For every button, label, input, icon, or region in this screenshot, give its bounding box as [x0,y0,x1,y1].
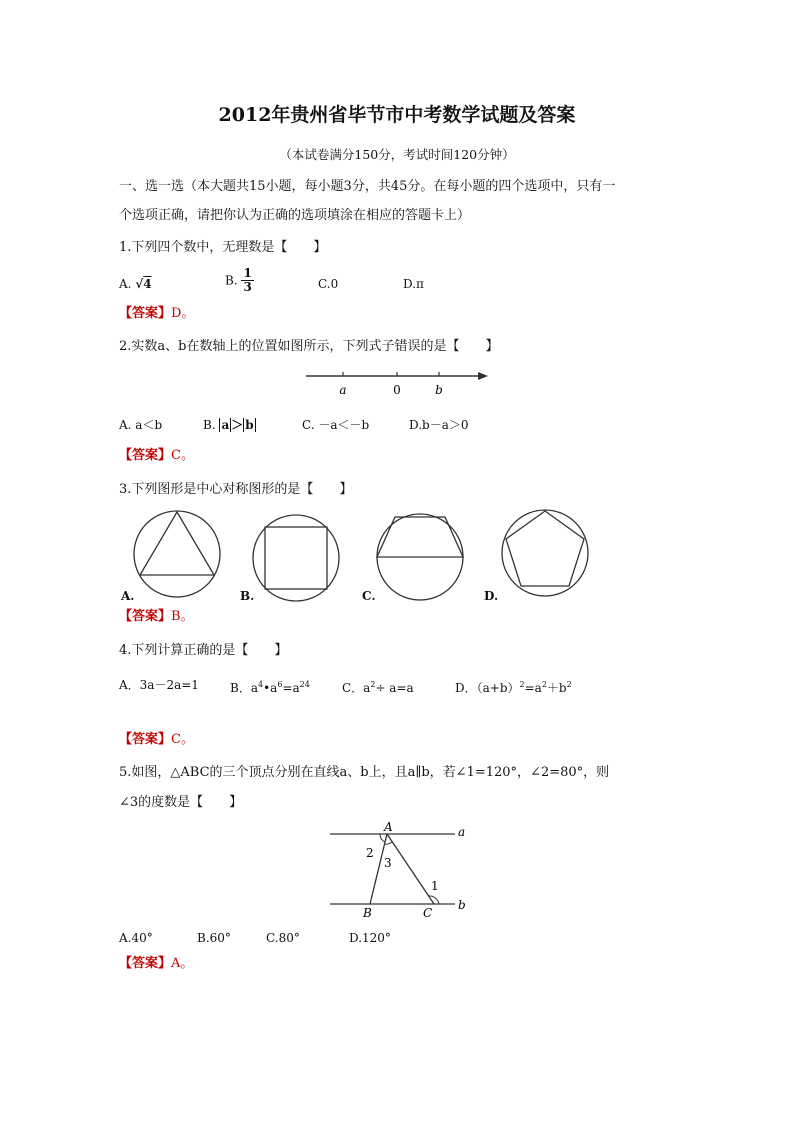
axis-label-b: b [435,383,443,397]
segment-ac [387,834,434,904]
q4-d-exp2: 2 [541,680,547,689]
q3-figures [125,505,595,605]
q4-b-exp1: 4 [257,680,264,689]
q3-option-a: A. [121,589,135,603]
q5-answer [119,955,193,973]
q4-b-text: B．a [230,681,258,695]
angle-label-2: 2 [366,846,374,860]
fraction-numerator: 1 [243,266,252,280]
q4-d-exp3: 2 [566,680,572,689]
q1-option-a-label: A. [119,277,132,291]
answer-tag: 【答案】 [119,448,172,463]
answer-tag: 【答案】 [119,732,172,747]
q1-option-c: C.0 [318,277,339,291]
answer-tag: 【答案】 [119,609,172,624]
q4-b-exp3: 24 [299,680,310,689]
circle-b [253,515,339,601]
q5-stem-line1: 5.如图，△ABC的三个顶点分别在直线a、b上，且a∥b，若∠1=120°，∠2=80°，则 [119,765,610,780]
answer-value: B。 [171,609,194,624]
q1-option-b [225,267,254,294]
q3-answer [119,608,194,626]
q4-stem: 4.下列计算正确的是【 】 [119,643,288,658]
abs-b: b [245,418,254,432]
q4-d-mid: =a [524,681,542,695]
q2-stem: 2.实数a、b在数轴上的位置如图所示，下列式子错误的是【 】 [119,339,499,354]
q1-option-a-radicand: 4 [143,277,152,291]
axis-label-a: a [339,383,347,397]
q1-option-a [119,275,152,293]
fraction-denominator: 3 [243,280,252,294]
q1-stem: 1.下列四个数中，无理数是【 】 [119,240,327,255]
line-label-a: a [458,825,466,839]
page-subtitle: （本试卷满分150分，考试时间120分钟） [279,147,515,162]
q4-d-mid2: ＋b [546,681,567,695]
q2-option-d: D.b－a＞0 [409,418,469,432]
q4-b-exp2: 6 [277,680,283,689]
q3-option-b: B. [240,589,255,603]
inscribed-triangle [140,512,214,575]
q5-option-a: A.40° [119,931,153,945]
q1-option-d: D.π [403,277,424,291]
q5-option-b: B.60° [197,931,231,945]
q2-option-c: C. －a＜－b [302,418,370,432]
angle-label-1: 1 [431,879,439,893]
q5-stem-line2: ∠3的度数是【 】 [119,795,243,810]
angle-label-3: 3 [384,856,392,870]
angle-2-arc [380,834,385,842]
circle-a [134,511,220,597]
vertex-label-a: A [384,820,393,834]
q4-d-exp1: 2 [519,680,525,689]
inscribed-pentagon [506,511,584,586]
answer-value: C。 [171,732,194,747]
sqrt-sign: √4 [135,277,152,291]
q4-c-exp1: 2 [370,680,376,689]
answer-value: D。 [171,306,195,321]
inscribed-square [265,527,327,589]
vertex-label-b: B [363,906,372,920]
q2-option-b [203,416,256,434]
q5-option-d: D.120° [349,931,391,945]
page-title: 2012年贵州省毕节市中考数学试题及答案 [218,104,576,126]
answer-value: C。 [171,448,194,463]
q4-b-mid2: =a [282,681,300,695]
arrow-head-icon [478,372,488,380]
q3-option-c: C. [362,589,376,603]
abs-a: a [221,418,230,432]
number-line-figure [300,366,492,398]
fraction [241,267,253,294]
inscribed-trapezoid [377,517,463,557]
q4-option-b [230,676,310,697]
q2-option-a: A. a＜b [119,418,163,432]
q4-answer [119,731,194,749]
q3-stem: 3.下列图形是中心对称图形的是【 】 [119,482,353,497]
q4-c-text: C．a [342,681,371,695]
q4-option-a: A．3a－2a=1 [119,678,199,692]
vertex-label-c: C [423,906,433,920]
q1-answer [119,305,194,323]
greater-than: ＞ [231,418,244,432]
q4-option-c [342,676,414,697]
q4-c-post: ÷ a=a [375,681,414,695]
answer-value: A。 [171,956,194,971]
section-instructions-line2: 个选项正确，请把你认为正确的选项填涂在相应的答题卡上） [119,208,471,223]
q4-d-text: D．（a+b） [455,681,520,695]
answer-tag: 【答案】 [119,956,172,971]
q3-option-d: D. [484,589,499,603]
section-instructions-line1: 一、选一选（本大题共15小题，每小题3分，共45分。在每小题的四个选项中，只有一 [119,179,616,194]
q2-answer [119,447,194,465]
q4-b-mid: •a [263,681,278,695]
axis-label-0: 0 [393,383,401,397]
q1-option-b-label: B. [225,273,238,288]
circle-d [502,510,588,596]
q2-option-b-label: B. [203,418,216,432]
q5-option-c: C.80° [266,931,300,945]
line-label-b: b [458,898,466,912]
answer-tag: 【答案】 [119,306,172,321]
q5-figure [325,820,475,920]
q4-option-d [455,676,572,697]
